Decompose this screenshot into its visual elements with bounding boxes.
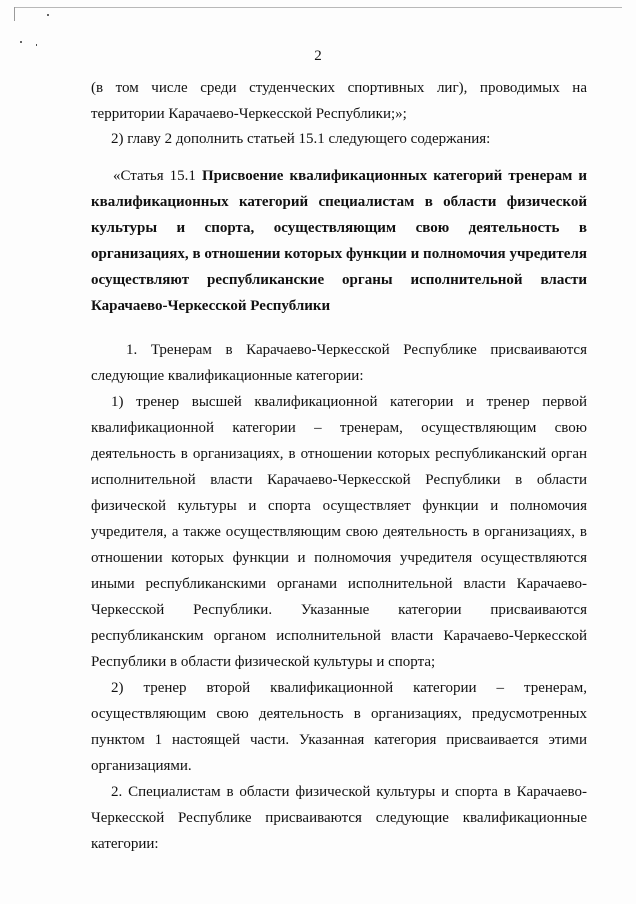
scan-speck [47,14,49,16]
article-title-line: культуры и спорта, осуществляющим свою деятельность в [91,220,587,236]
text-line: 2) главу 2 дополнить статьей 15.1 следующего содержания: [111,131,491,147]
article-title-line: осуществляют республиканские органы исполнительной власти [91,272,587,288]
scan-speck [36,44,37,46]
text-line: 2. Специалистам в области физической культуры и спорта в Карачаево- [111,784,587,800]
article-title-line: организациях, в отношении которых функции и полномочия учредителя [91,246,587,262]
text-line: Республики в области физической культуры и спорта; [91,654,436,670]
article-title-line: квалификационных категорий специалистам в области физической [91,194,587,210]
scan-speck [20,41,22,43]
scan-border-left [14,7,15,21]
article-heading-line [113,166,587,186]
article-number: «Статья 15.1 [113,168,202,184]
text-line: 2) тренер второй квалификационной категории – тренерам, [111,680,587,696]
text-line: иными республиканскими органами исполнительной власти Карачаево- [91,576,587,592]
text-line: Черкесской Республике присваиваются следующие квалификационные [91,810,587,826]
text-line: 1. Тренерам в Карачаево-Черкесской Республике присваиваются [126,342,587,358]
text-line: территории Карачаево-Черкесской Республики;»; [91,106,407,122]
scan-border-top [14,7,622,8]
text-line: отношении которых функции и полномочия учредителя осуществляются [91,550,587,566]
text-line: учредителя, а также осуществляющим свою деятельность в организациях, в [91,524,587,540]
text-line: Черкесской Республики. Указанные категории присваиваются [91,602,587,618]
article-title: Присвоение квалификационных категорий тренерам и [202,168,587,184]
text-line: категории: [91,836,159,852]
article-title-line: Карачаево-Черкесской Республики [91,298,331,314]
page-number: 2 [314,48,322,64]
text-line: квалификационной категории – тренерам, осуществляющим свою [91,420,587,436]
text-line: деятельность в организациях, в отношении которых республиканский орган [91,446,587,462]
text-line: следующие квалификационные категории: [91,368,364,384]
text-line: пунктом 1 настоящей части. Указанная категория присваивается этими [91,732,587,748]
text-line: 1) тренер высшей квалификационной категории и тренер первой [111,394,587,410]
text-line: осуществляющим свою деятельность в организациях, предусмотренных [91,706,587,722]
text-line: исполнительной власти Карачаево-Черкесской Республики в области [91,472,587,488]
text-line: организациями. [91,758,192,774]
text-line: республиканским органом исполнительной власти Карачаево-Черкесской [91,628,587,644]
text-line: (в том числе среди студенческих спортивных лиг), проводимых на [91,80,587,96]
text-line: физической культуры и спорта осуществляет функции и полномочия [91,498,587,514]
